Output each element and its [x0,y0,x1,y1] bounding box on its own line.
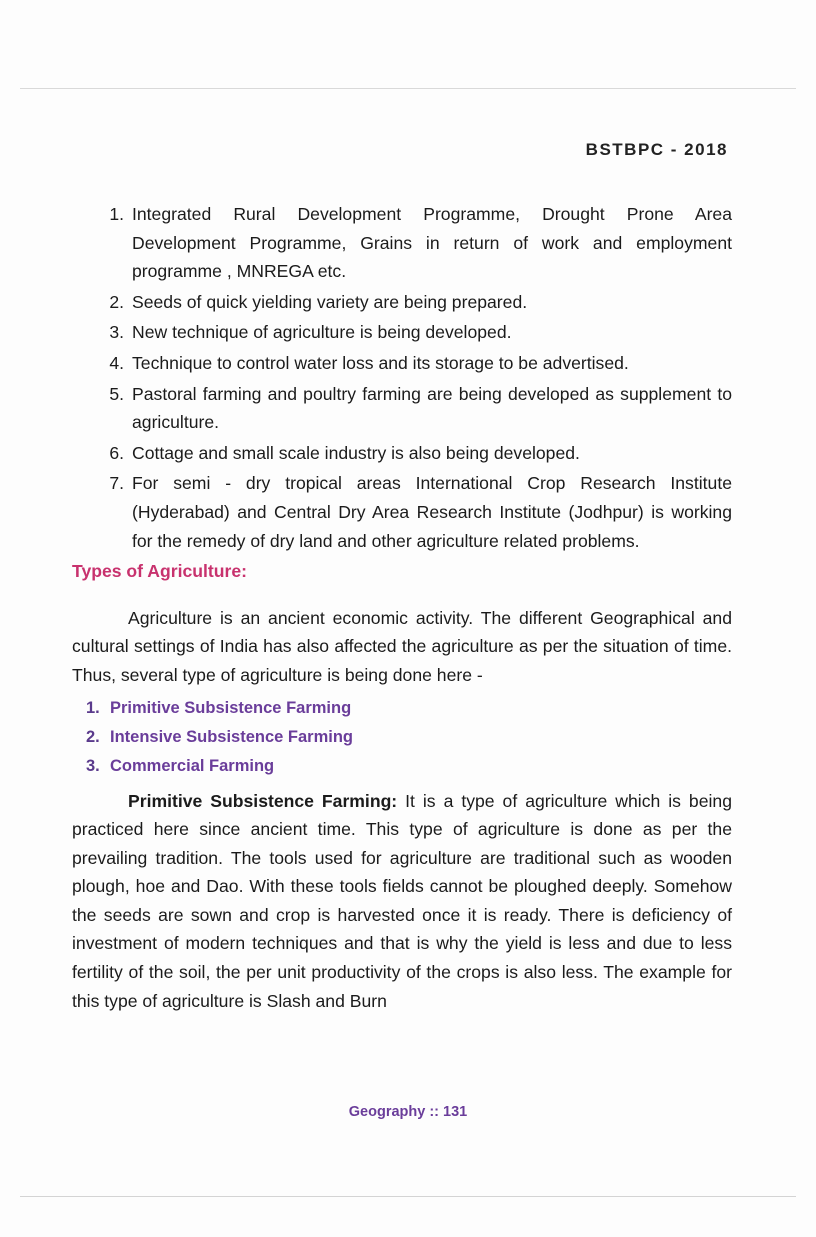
type-item [72,694,732,723]
type-item-label: Commercial Farming [110,756,275,775]
top-divider [20,88,796,89]
list-item-number: 1. [109,204,124,224]
intro-paragraph: Agriculture is an ancient economic activity. The different Geographical and cultural settings of India has also affected the agriculture as per the situation of time. Thus, several type of agriculture is being done here - [72,607,732,685]
primitive-farming-text: It is a type of agriculture which is being practiced here since ancient time. This type of agriculture is done as per the prevailing tradition. The tools used for agriculture are traditional such as wooden plough, hoe and Dao. With these tools fields cannot be ploughed deeply. Somehow the seeds are sown and crop is harvested once it is ready. There is deficiency of investment of modern techniques and that is why the yield is less and due to less fertility of the soil, the per unit productivity of the crops is also less. The example for this type of agriculture is Slash and Burn [72,790,732,1011]
list-item-number: 2. [109,291,124,312]
list-item-number: 3. [109,322,124,343]
primitive-farming-term: Primitive Subsistence Farming: [128,790,398,811]
list-item [72,318,732,347]
page-content [72,200,732,1015]
list-item-text: Technique to control water loss and its storage to be advertised. [132,352,629,373]
list-item-text: Cottage and small scale industry is also being developed. [132,442,580,463]
bottom-divider [20,1196,796,1197]
list-item-number: 6. [109,442,124,463]
list-item-number: 5. [109,383,124,404]
type-item-number: 3. [86,756,100,775]
list-item-text: Pastoral farming and poultry farming are being developed as supplement to agriculture. [132,383,732,433]
agriculture-types-list [72,694,732,781]
list-item [72,288,732,317]
type-item [72,723,732,752]
type-item [72,752,732,781]
list-item-text: For semi - dry tropical areas International Crop Research Institute (Hyderabad) and Central Dry Area Research Institute (Jodhpur) is working for the remedy of dry land and other agriculture related problems. [132,473,732,551]
primitive-farming-paragraph [72,787,732,1016]
list-item-number: 4. [109,352,124,373]
measures-list [72,200,732,555]
list-item [72,469,732,555]
type-item-label: Intensive Subsistence Farming [110,727,353,746]
list-item [72,439,732,468]
header-code: BSTBPC - 2018 [585,140,728,159]
list-item-text: Integrated Rural Development Programme, Drought Prone Area Development Programme, Grains in return of work and employment programme , MNREGA etc. [132,204,732,282]
page-footer: Geography :: 131 [348,1104,468,1120]
list-item [72,200,732,286]
list-item-text: Seeds of quick yielding variety are being prepared. [132,291,528,312]
list-item [72,349,732,378]
type-item-number: 1. [86,698,100,717]
type-item-label: Primitive Subsistence Farming [110,698,352,717]
list-item [72,380,732,437]
list-item-text: New technique of agriculture is being developed. [132,322,512,343]
section-heading: Types of Agriculture: [72,561,247,582]
list-item-number: 7. [109,473,124,494]
type-item-number: 2. [86,727,100,746]
